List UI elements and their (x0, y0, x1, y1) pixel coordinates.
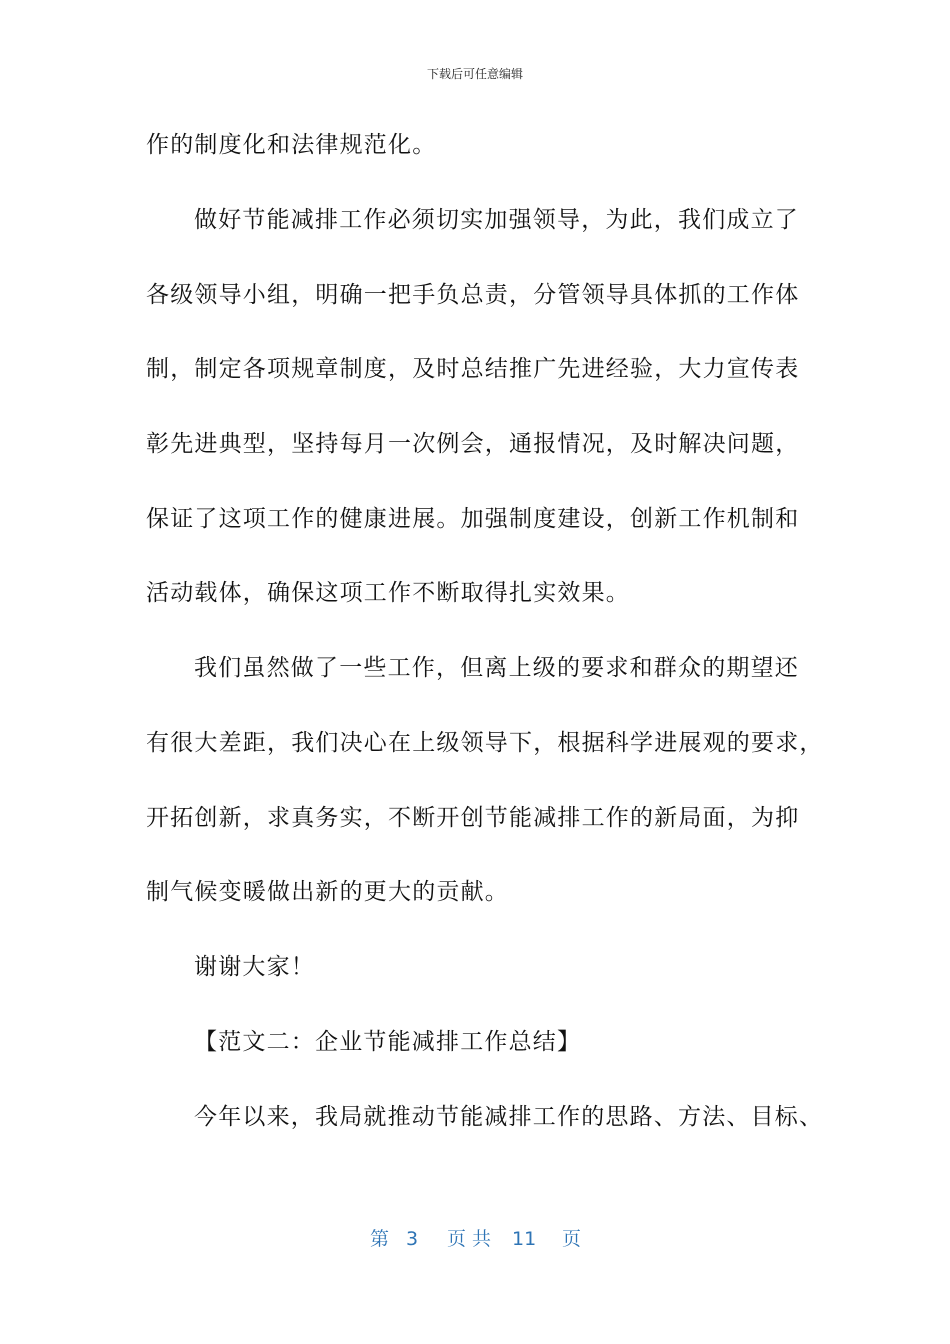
page-header: 下载后可任意编辑 (426, 67, 523, 81)
section-heading: 【范文二：企业节能减排工作总结】 (194, 1029, 582, 1055)
body-line-10: 开拓创新，求真务实，不断开创节能减排工作的新局面，为抑 (146, 805, 800, 831)
body-line-8: 我们虽然做了一些工作，但离上级的要求和群众的期望还 (194, 655, 799, 681)
body-line-5: 彰先进典型，坚持每月一次例会，通报情况，及时解决问题， (146, 431, 800, 457)
body-line-1: 作的制度化和法律规范化。 (146, 132, 437, 158)
footer-total-pages: 11 (512, 1228, 537, 1250)
body-line-9: 有很大差距，我们决心在上级领导下，根据科学进展观的要求， (146, 730, 824, 756)
footer-ye: 页 (562, 1228, 582, 1250)
footer-di: 第 (370, 1228, 390, 1250)
body-line-7: 活动载体，确保这项工作不断取得扎实效果。 (146, 580, 630, 606)
body-line-2: 做好节能减排工作必须切实加强领导，为此，我们成立了 (194, 207, 799, 233)
footer-current-page: 3 (406, 1228, 419, 1250)
body-line-14: 今年以来，我局就推动节能减排工作的思路、方法、目标、 (194, 1104, 824, 1130)
body-line-11: 制气候变暖做出新的更大的贡献。 (146, 879, 509, 905)
footer-ye-gong: 页 共 (447, 1228, 492, 1250)
body-line-3: 各级领导小组，明确一把手负总责，分管领导具体抓的工作体 (146, 282, 800, 308)
body-line-6: 保证了这项工作的健康进展。加强制度建设，创新工作机制和 (146, 506, 800, 532)
page-footer (0, 1226, 950, 1252)
body-line-12: 谢谢大家！ (194, 954, 315, 980)
body-line-4: 制，制定各项规章制度，及时总结推广先进经验，大力宣传表 (146, 356, 800, 382)
